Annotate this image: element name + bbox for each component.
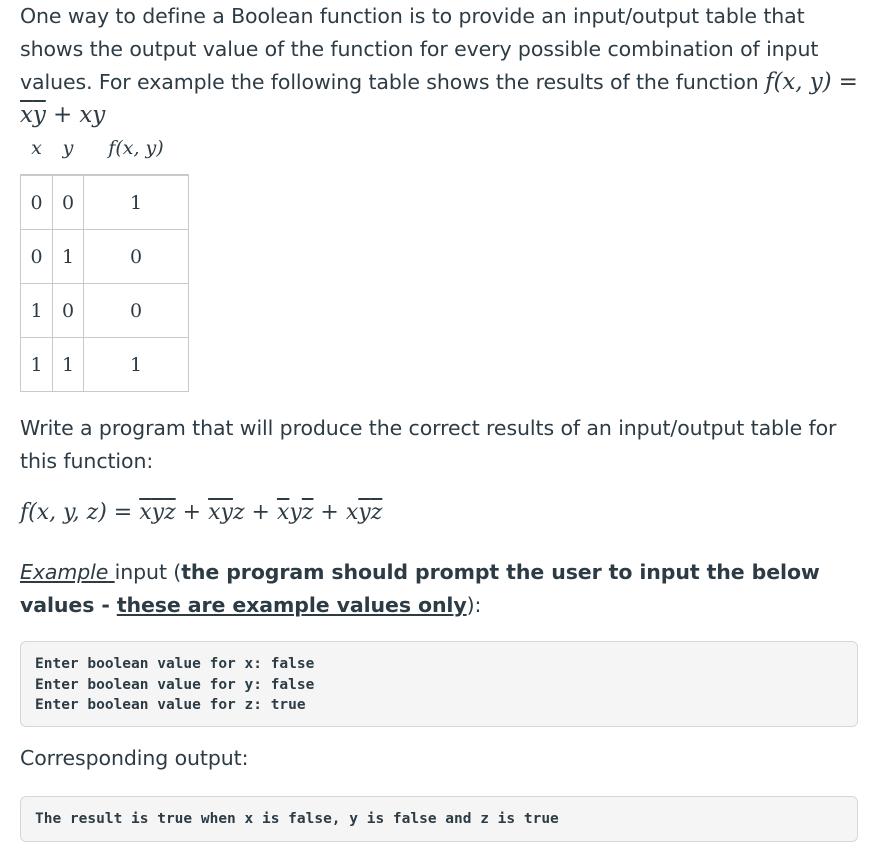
input-code-block (20, 641, 858, 727)
truth-table (20, 122, 189, 392)
intro-paragraph (20, 0, 870, 132)
table-row (21, 284, 189, 338)
code-line: The result is true when x is false, y is false and z is true (35, 811, 559, 827)
code-line: Enter boolean value for y: false (35, 676, 315, 693)
table-row (21, 230, 189, 284)
cell-y: 0 (53, 175, 84, 230)
cell-f: 1 (84, 175, 189, 230)
intro-text: One way to define a Boolean function is to provide an input/output table that shows the output value of the function for every possible combination of input values. For example the following table shows the results of the function (20, 4, 819, 94)
example-paragraph: Example input (the program should prompt the user to input the below values - these are example values only): (20, 560, 820, 617)
cell-x: 1 (21, 338, 53, 392)
cell-f: 0 (84, 284, 189, 338)
cell-f: 1 (84, 338, 189, 392)
task-text: Write a program that will produce the correct results of an input/output table for this function: (20, 416, 837, 473)
code-line: Enter boolean value for x: false (35, 656, 315, 672)
target-formula: f(x, y, $z) = \overline{x}\overline{y}\overline{z} + \overline{x}\overline{y}z + \overline{x}y\overline{z} + x\overline{y}\overline{z}$ (20, 500, 383, 525)
code-line: Enter boolean value for z: true (35, 697, 306, 713)
cell-f: 0 (84, 230, 189, 284)
table-row (21, 338, 189, 392)
intro-formula: f(x, $y) = \overline{x}\overline{y}$ + xy (20, 69, 858, 128)
cell-y: 0 (53, 284, 84, 338)
cell-y: 1 (53, 338, 84, 392)
output-label: Corresponding output: (20, 746, 249, 770)
task-paragraph (20, 412, 870, 478)
truth-table-header (21, 122, 189, 175)
example-label: Example (20, 560, 115, 584)
cell-y: 1 (53, 230, 84, 284)
header-x: x (21, 122, 53, 175)
example-note: these are example values only (116, 593, 467, 617)
cell-x: 0 (21, 175, 53, 230)
table-row (21, 175, 189, 230)
output-code-block (20, 796, 858, 842)
cell-x: 1 (21, 284, 53, 338)
header-fxy: f(x, y) (84, 122, 189, 175)
cell-x: 0 (21, 230, 53, 284)
header-y: y (53, 122, 84, 175)
